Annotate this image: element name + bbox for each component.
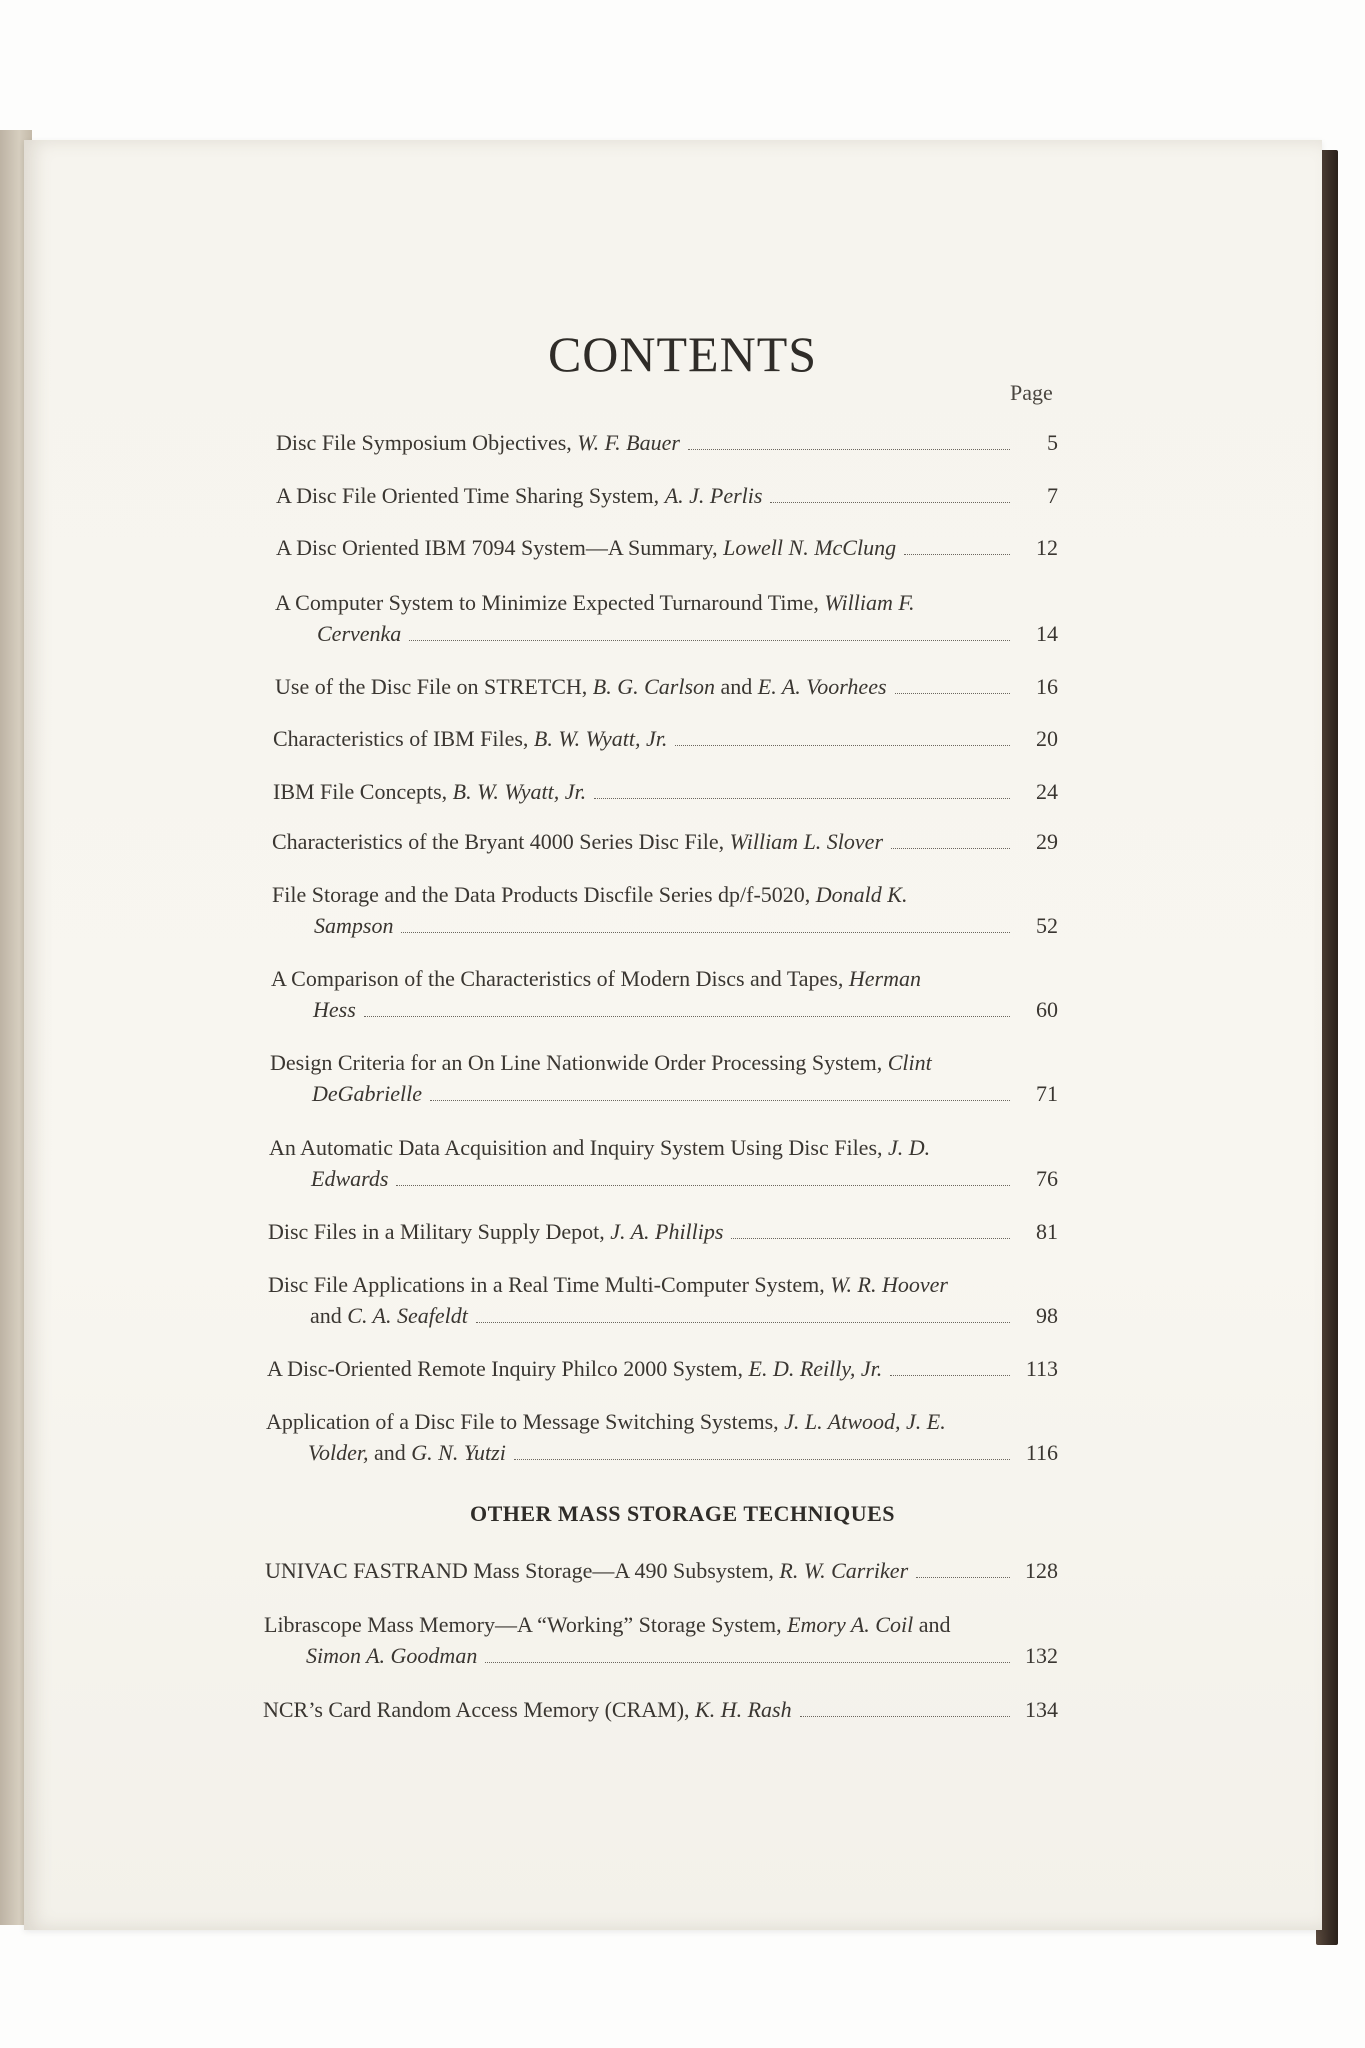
entry-conjunction: and [374,1440,406,1465]
entry-title: Librascope Mass Memory—A “Working” Storage System, [264,1612,782,1637]
entry-author: K. H. Rash [695,1697,792,1722]
entry-page-number: 132 [1025,1643,1058,1668]
entry-author: Sampson [314,913,394,938]
entry-author: R. W. Carriker [779,1558,909,1583]
toc-entry [263,1694,1058,1725]
entry-title: A Disc-Oriented Remote Inquiry Philco 2000 System, [267,1356,743,1381]
entry-author: E. A. Voorhees [757,674,887,699]
entry-author: Volder, [308,1440,369,1465]
toc-entry [276,480,1058,511]
entry-author: W. F. Bauer [577,430,680,455]
leader-dots [514,1459,1010,1460]
entry-author: G. N. Yutzi [411,1440,506,1465]
leader-dots [409,640,1010,641]
entry-page-number: 14 [1036,621,1058,646]
entry-page-number: 60 [1036,997,1058,1022]
toc-entry [267,1353,1058,1384]
entry-title: File Storage and the Data Products Discfile Series dp/f-5020, [272,882,811,907]
leader-dots [675,745,1010,746]
entry-title: A Computer System to Minimize Expected Turnaround Time, [275,590,819,615]
entry-title: Characteristics of the Bryant 4000 Series Disc File, [272,829,725,854]
leader-dots [594,798,1010,799]
entry-page-number: 71 [1036,1081,1058,1106]
entry-author: Simon A. Goodman [306,1643,478,1668]
toc-entry [272,826,1058,857]
entry-author: B. W. Wyatt, Jr. [452,779,587,804]
toc-entry [273,776,1058,807]
entry-page-number: 76 [1036,1166,1058,1191]
entry-title: An Automatic Data Acquisition and Inquiry System Using Disc Files, [269,1135,883,1160]
entry-page-number: 24 [1036,779,1058,804]
leader-dots [770,502,1010,503]
toc-entry [275,671,1058,702]
leader-dots [396,1185,1010,1186]
toc-entry [265,1555,1058,1586]
toc-entry [264,1609,1058,1671]
entry-author: Clint [887,1050,932,1075]
toc-entry [276,427,1058,458]
entry-author: Lowell N. McClung [723,535,897,560]
entry-author: E. D. Reilly, Jr. [748,1356,883,1381]
entry-author: B. W. Wyatt, Jr. [533,726,668,751]
entry-title: UNIVAC FASTRAND Mass Storage—A 490 Subsystem, [265,1558,774,1583]
entry-title: Disc Files in a Military Supply Depot, [268,1219,605,1244]
entry-page-number: 52 [1036,913,1058,938]
entry-author: A. J. Perlis [664,483,763,508]
leader-dots [904,554,1010,555]
entry-title: A Disc File Oriented Time Sharing System, [276,483,660,508]
entry-title: NCR’s Card Random Access Memory (CRAM), [263,1697,690,1722]
entry-title: A Comparison of the Characteristics of Modern Discs and Tapes, [271,966,844,991]
entry-author: William F. [824,590,915,615]
entry-page-number: 7 [1047,483,1058,508]
toc-entry [266,1406,1058,1468]
entry-title: Design Criteria for an On Line Nationwide Order Processing System, [270,1050,883,1075]
leader-dots [364,1016,1010,1017]
leader-dots [688,449,1010,450]
toc-entry [273,723,1058,754]
leader-dots [731,1238,1010,1239]
entry-title: Application of a Disc File to Message Switching Systems, [266,1409,779,1434]
entry-title: A Disc Oriented IBM 7094 System—A Summary, [276,535,718,560]
entry-author: J. L. Atwood, J. E. [784,1409,946,1434]
entry-title: Use of the Disc File on STRETCH, [275,674,588,699]
entry-author: Herman [848,966,921,991]
entry-author: B. G. Carlson [592,674,716,699]
entry-page-number: 5 [1047,430,1058,455]
toc-entry [272,879,1058,941]
page-title: CONTENTS [547,326,818,382]
leader-dots [916,1577,1010,1578]
entry-author: C. A. Seafeldt [347,1303,468,1328]
entry-author: Hess [313,997,356,1022]
entry-conjunction: and [720,674,753,699]
toc-entry [269,1132,1058,1194]
toc-entry [275,587,1058,649]
toc-entry [271,963,1058,1025]
leader-dots [890,1375,1010,1376]
toc-entry [268,1269,1058,1331]
toc-entry [270,1047,1058,1109]
entry-page-number: 16 [1036,674,1058,699]
toc-entry [276,532,1058,563]
toc-entry [268,1216,1058,1247]
entry-author: Edwards [311,1166,389,1191]
entry-title: Characteristics of IBM Files, [273,726,529,751]
leader-dots [476,1322,1010,1323]
entry-page-number: 128 [1025,1558,1058,1583]
leader-dots [401,932,1010,933]
section-heading: OTHER MASS STORAGE TECHNIQUES [469,1501,896,1526]
entry-author: Cervenka [317,621,402,646]
leader-dots [800,1716,1010,1717]
entry-author: W. R. Hoover [830,1272,948,1297]
entry-author: J. A. Phillips [610,1219,724,1244]
entry-author: William L. Slover [729,829,884,854]
entry-author: Donald K. [815,882,908,907]
entry-author: J. D. [888,1135,931,1160]
page-column-label: Page [1010,380,1053,405]
leader-dots [891,848,1010,849]
entry-conjunction: and [310,1303,342,1328]
entry-page-number: 20 [1036,726,1058,751]
leader-dots [430,1100,1010,1101]
leader-dots [485,1662,1010,1663]
entry-title: Disc File Symposium Objectives, [276,430,572,455]
leader-dots [895,693,1010,694]
entry-page-number: 98 [1036,1303,1058,1328]
entry-page-number: 116 [1025,1440,1058,1465]
entry-title: IBM File Concepts, [273,779,448,804]
entry-page-number: 134 [1025,1697,1058,1722]
entry-page-number: 113 [1025,1356,1058,1381]
entry-page-number: 81 [1036,1219,1058,1244]
entry-author: DeGabrielle [312,1081,422,1106]
entry-conjunction: and [918,1612,951,1637]
entry-page-number: 29 [1036,829,1058,854]
entry-title: Disc File Applications in a Real Time Multi-Computer System, [268,1272,825,1297]
entry-author: Emory A. Coil [787,1612,914,1637]
entry-page-number: 12 [1036,535,1058,560]
